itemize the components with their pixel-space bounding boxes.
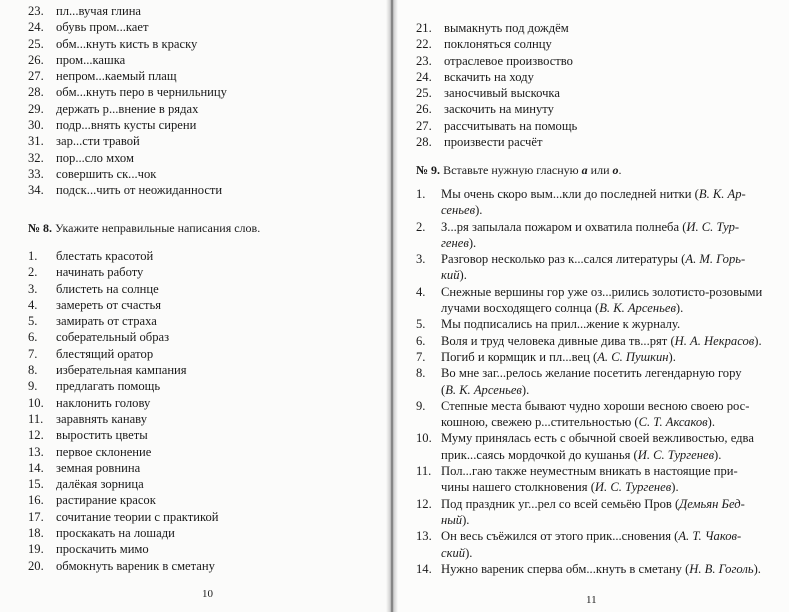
item-number: 20.	[28, 558, 44, 573]
exercise-8-list	[28, 248, 219, 574]
item-number: 26.	[416, 102, 432, 117]
sentence-item	[416, 333, 762, 349]
item-text: непром...каемый плащ	[56, 69, 177, 84]
list-item	[28, 182, 227, 198]
item-text: выростить цветы	[56, 428, 148, 443]
item-number: 6.	[416, 333, 426, 348]
item-text: заносчивый выскочка	[444, 86, 560, 101]
item-number: 25.	[416, 86, 432, 101]
item-text: отраслевое произвоство	[444, 53, 573, 68]
list-item	[416, 69, 577, 85]
list-item	[28, 297, 219, 313]
item-text: обмокнуть вареник в сметану	[56, 558, 215, 573]
line-end: ).	[668, 349, 676, 364]
list-item	[28, 346, 219, 362]
sentence-item	[416, 463, 762, 496]
sentence-line	[441, 186, 746, 202]
item-text: проскачить мимо	[56, 542, 149, 557]
item-number: 24.	[28, 20, 44, 35]
line-text: прик...саясь мордочкой до кушанья (	[441, 447, 638, 462]
item-text: замереть от счастья	[56, 297, 162, 312]
line-text: Муму принялась есть с обычной своей вежливостью, едва	[441, 431, 754, 446]
source-author: Демьян Бед-	[679, 496, 745, 511]
sentence-text	[441, 251, 745, 284]
right-page	[396, 0, 789, 612]
sentence-text	[441, 349, 676, 365]
list-item	[28, 68, 227, 84]
item-number: 27.	[28, 69, 44, 84]
sentence-text	[441, 398, 749, 431]
source-author: В. К. Арсеньев	[445, 382, 522, 397]
line-end: ).	[714, 447, 722, 462]
sentence-item	[416, 251, 762, 284]
item-number: 9.	[28, 379, 38, 394]
source-author: С. Т. Аксаков	[638, 415, 708, 430]
item-number: 8.	[28, 363, 38, 378]
source-author: Н. В. Гоголь	[689, 561, 754, 576]
item-text: зар...сти травой	[56, 134, 140, 149]
sentence-item	[416, 284, 762, 317]
item-text: вскачить на ходу	[444, 69, 534, 84]
exercise-9-heading	[416, 162, 622, 178]
sentence-text	[441, 561, 761, 577]
item-number: 12.	[28, 428, 44, 443]
sentence-item	[416, 528, 762, 561]
item-text: растирание красок	[56, 493, 156, 508]
item-number: 14.	[28, 460, 44, 475]
sentence-item	[416, 316, 762, 332]
item-number: 2.	[416, 219, 426, 234]
list-item	[28, 150, 227, 166]
sentence-line	[441, 267, 745, 283]
list-item	[28, 101, 227, 117]
source-author: И. С. Тургенев	[594, 480, 672, 495]
line-end: ).	[707, 415, 715, 430]
line-end: ).	[754, 333, 762, 348]
heading-period: .	[618, 163, 622, 177]
line-end: ).	[753, 561, 761, 576]
source-author: генев	[441, 235, 469, 250]
item-number: 15.	[28, 477, 44, 492]
list-item	[28, 117, 227, 133]
sentence-line	[441, 512, 745, 528]
list-item	[28, 264, 219, 280]
item-number: 4.	[416, 284, 426, 299]
item-number: 13.	[28, 444, 44, 459]
item-number: 24.	[416, 69, 432, 84]
line-text: Под праздник уг...рел со всей семьёю Пров (	[441, 496, 680, 511]
list-item	[28, 525, 219, 541]
list-item	[28, 378, 219, 394]
line-text: Мы подписались на прил...жение к журналу.	[441, 317, 681, 332]
source-author: ный	[441, 512, 463, 527]
source-author: И. С. Тур-	[686, 219, 740, 234]
sentence-text	[441, 219, 739, 252]
item-text: совершить ск...чок	[56, 166, 157, 181]
item-number: 4.	[28, 297, 38, 312]
line-end: ).	[521, 382, 530, 397]
item-number: 32.	[28, 150, 44, 165]
sentence-item	[416, 186, 762, 219]
sentence-text	[441, 365, 742, 398]
sentence-text	[441, 284, 762, 317]
sentence-line	[441, 561, 761, 577]
source-author: Н. А. Некрасов	[674, 333, 755, 348]
item-text: пром...кашка	[56, 52, 126, 67]
line-end: ).	[468, 235, 477, 250]
page-number-left: 10	[202, 588, 213, 600]
item-number: 18.	[28, 526, 44, 541]
source-author: кий	[441, 268, 460, 283]
sentence-line	[441, 463, 738, 479]
item-text: поклоняться солнцу	[444, 37, 552, 52]
sentence-line	[441, 430, 754, 446]
line-text: Погиб и кормщик и пл...вец (	[441, 349, 598, 364]
item-number: 27.	[416, 118, 432, 133]
item-text: вымакнуть под дождём	[444, 21, 569, 35]
sentence-line	[441, 398, 749, 414]
item-number: 6.	[28, 330, 38, 345]
page-number-right: 11	[586, 594, 597, 606]
source-author: В. К. Ар-	[698, 187, 746, 201]
item-text: далёкая зорница	[56, 477, 144, 492]
item-number: 7.	[416, 349, 426, 364]
line-text: Разговор несколько раз к...сался литературы (	[441, 252, 686, 267]
line-text: кошною, свежею р...стительностью (	[441, 415, 639, 430]
item-number: 2.	[28, 265, 38, 280]
line-text: лучами восходящего солнца (	[441, 301, 600, 316]
word-list-continued	[28, 3, 227, 199]
list-item	[28, 19, 227, 35]
item-text: заравнять канаву	[56, 411, 147, 426]
line-text: (	[441, 382, 446, 397]
sentence-line	[441, 479, 738, 495]
item-number: 28.	[416, 135, 432, 150]
item-number: 13.	[416, 529, 432, 544]
sentence-item	[416, 365, 762, 398]
line-end: ).	[465, 545, 473, 560]
conjunction: или	[590, 163, 610, 177]
list-item	[416, 53, 577, 69]
list-item	[416, 36, 577, 52]
line-text: Нужно вареник сперва обм...кнуть в сметану (	[441, 561, 690, 576]
list-item	[28, 492, 219, 508]
source-author: сеньев	[441, 203, 476, 218]
item-number: 21.	[416, 21, 432, 35]
line-text: чины нашего столкновения (	[441, 480, 595, 495]
item-text: подск...чить от неожиданности	[56, 183, 223, 198]
list-item	[28, 476, 219, 492]
list-item	[28, 166, 227, 182]
item-text: блистеть на солнце	[56, 281, 159, 296]
line-end: ).	[462, 512, 470, 527]
item-number: 19.	[28, 542, 44, 557]
sentence-line	[441, 219, 739, 235]
item-number: 22.	[416, 37, 432, 52]
sentence-line	[441, 382, 742, 398]
item-text: обувь пром...кает	[56, 20, 149, 35]
item-text: заскочить на минуту	[444, 102, 554, 117]
item-text: наклонить голову	[56, 395, 151, 410]
item-text: пор...сло мхом	[56, 150, 134, 165]
exercise-8-number: № 8.	[28, 221, 53, 235]
item-number: 34.	[28, 183, 44, 198]
item-text: блестать красотой	[56, 249, 154, 263]
sentence-text	[441, 528, 741, 561]
exercise-9-list	[416, 186, 762, 577]
list-item	[28, 411, 219, 427]
item-text: замирать от страха	[56, 314, 157, 329]
sentence-line	[441, 251, 745, 267]
list-item	[28, 3, 227, 19]
item-number: 33.	[28, 166, 44, 181]
list-item	[28, 52, 227, 68]
item-text: блестящий оратор	[56, 346, 154, 361]
sentence-line	[441, 284, 762, 300]
exercise-9-instruction: Вставьте нужную гласную	[443, 163, 579, 177]
sentence-text	[441, 316, 680, 332]
item-text: начинать работу	[56, 265, 144, 280]
source-author: А. С. Пушкин	[597, 349, 669, 364]
sentence-line	[441, 300, 762, 316]
line-text: Мы очень скоро вым...кли до последней нитки (	[441, 187, 699, 201]
line-text: Снежные вершины гор уже оз...рились золотисто-розовыми	[441, 284, 763, 299]
list-item	[28, 395, 219, 411]
item-text: земная ровнина	[56, 460, 141, 475]
list-item	[28, 541, 219, 557]
line-text: Степные места бывают чудно хороши весною своею рос-	[441, 398, 750, 413]
item-number: 11.	[28, 411, 44, 426]
list-item	[416, 118, 577, 134]
item-number: 30.	[28, 118, 44, 133]
item-text: проскакать на лошади	[56, 526, 175, 541]
item-text: предлагать помощь	[56, 379, 161, 394]
sentence-item	[416, 561, 762, 577]
item-number: 10.	[28, 395, 44, 410]
item-number: 8.	[416, 366, 426, 381]
sentence-line	[441, 235, 739, 251]
list-item	[28, 444, 219, 460]
item-number: 12.	[416, 496, 432, 511]
item-text: рассчитывать на помощь	[444, 118, 578, 133]
sentence-item	[416, 398, 762, 431]
exercise-8-instruction: Укажите неправильные написания слов.	[55, 221, 261, 235]
source-author: А. М. Горь-	[685, 252, 746, 267]
list-item	[28, 460, 219, 476]
item-text: держать р...внение в рядах	[56, 101, 199, 116]
item-text: изберательная кампания	[56, 363, 187, 378]
item-number: 5.	[416, 317, 426, 332]
item-number: 29.	[28, 101, 44, 116]
list-item	[416, 20, 577, 36]
item-number: 26.	[28, 52, 44, 67]
item-text: произвести расчёт	[444, 135, 543, 150]
book-spine	[386, 0, 398, 612]
vowel-o: о	[612, 163, 619, 177]
item-number: 1.	[416, 187, 426, 201]
line-text: Во мне заг...релось желание посетить легендарную гору	[441, 366, 742, 381]
sentence-item	[416, 430, 762, 463]
list-item	[28, 248, 219, 264]
item-text: обм...кнуть перо в чернильницу	[56, 85, 227, 100]
item-number: 23.	[416, 53, 432, 68]
sentence-line	[441, 349, 676, 365]
item-text: первое склонение	[56, 444, 152, 459]
sentence-text	[441, 333, 762, 349]
list-item	[416, 134, 577, 150]
item-number: 23.	[28, 4, 44, 18]
list-item	[28, 313, 219, 329]
item-number: 11.	[416, 464, 432, 479]
sentence-text	[441, 430, 754, 463]
item-number: 17.	[28, 509, 44, 524]
item-number: 1.	[28, 249, 38, 263]
source-author: В. К. Арсеньев	[599, 301, 676, 316]
sentence-line	[441, 365, 742, 381]
item-number: 9.	[416, 398, 426, 413]
source-author: ский	[441, 545, 466, 560]
item-number: 16.	[28, 493, 44, 508]
list-item	[28, 36, 227, 52]
exercise-8-heading	[28, 220, 260, 236]
sentence-line	[441, 545, 741, 561]
item-number: 3.	[416, 252, 426, 267]
item-text: сочитание теории с практикой	[56, 509, 219, 524]
sentence-line	[441, 202, 746, 218]
sentence-line	[441, 333, 762, 349]
left-page	[0, 0, 392, 612]
sentence-line	[441, 528, 741, 544]
item-number: 3.	[28, 281, 38, 296]
item-number: 31.	[28, 134, 44, 149]
item-number: 14.	[416, 561, 432, 576]
item-text: подр...внять кусты сирени	[56, 118, 197, 133]
line-text: Воля и труд человека дивные дива тв...рят (	[441, 333, 675, 348]
list-item	[28, 329, 219, 345]
list-item	[28, 281, 219, 297]
item-text: соберательный образ	[56, 330, 170, 345]
item-number: 28.	[28, 85, 44, 100]
list-item	[28, 427, 219, 443]
sentence-text	[441, 496, 745, 529]
item-number: 7.	[28, 346, 38, 361]
list-item	[28, 509, 219, 525]
item-number: 5.	[28, 314, 38, 329]
item-text: пл...вучая глина	[56, 4, 142, 18]
sentence-item	[416, 496, 762, 529]
sentence-line	[441, 447, 754, 463]
line-end: ).	[675, 301, 684, 316]
source-author: А. Т. Чаков-	[678, 529, 742, 544]
source-author: И. С. Тургенев	[637, 447, 715, 462]
word-list-continued	[416, 20, 577, 150]
line-end: ).	[671, 480, 679, 495]
line-end: ).	[475, 203, 483, 218]
exercise-9-number: № 9.	[416, 163, 441, 177]
line-end: ).	[459, 268, 467, 283]
sentence-item	[416, 219, 762, 252]
sentence-line	[441, 316, 680, 332]
item-number: 10.	[416, 431, 432, 446]
list-item	[28, 362, 219, 378]
list-item	[416, 101, 577, 117]
sentence-line	[441, 496, 745, 512]
list-item	[28, 133, 227, 149]
line-text: Он весь съёжился от этого прик...сновения (	[441, 529, 679, 544]
list-item	[28, 84, 227, 100]
vowel-a: а	[581, 163, 588, 177]
line-text: З...ря запылала пожаром и охватила полнеба (	[441, 219, 687, 234]
sentence-line	[441, 414, 749, 430]
list-item	[416, 85, 577, 101]
sentence-text	[441, 463, 738, 496]
list-item	[28, 558, 219, 574]
sentence-item	[416, 349, 762, 365]
sentence-text	[441, 186, 746, 219]
line-text: Пол...гаю также неуместным вникать в настоящие при-	[441, 464, 738, 479]
item-text: обм...кнуть кисть в краску	[56, 36, 198, 51]
item-number: 25.	[28, 36, 44, 51]
